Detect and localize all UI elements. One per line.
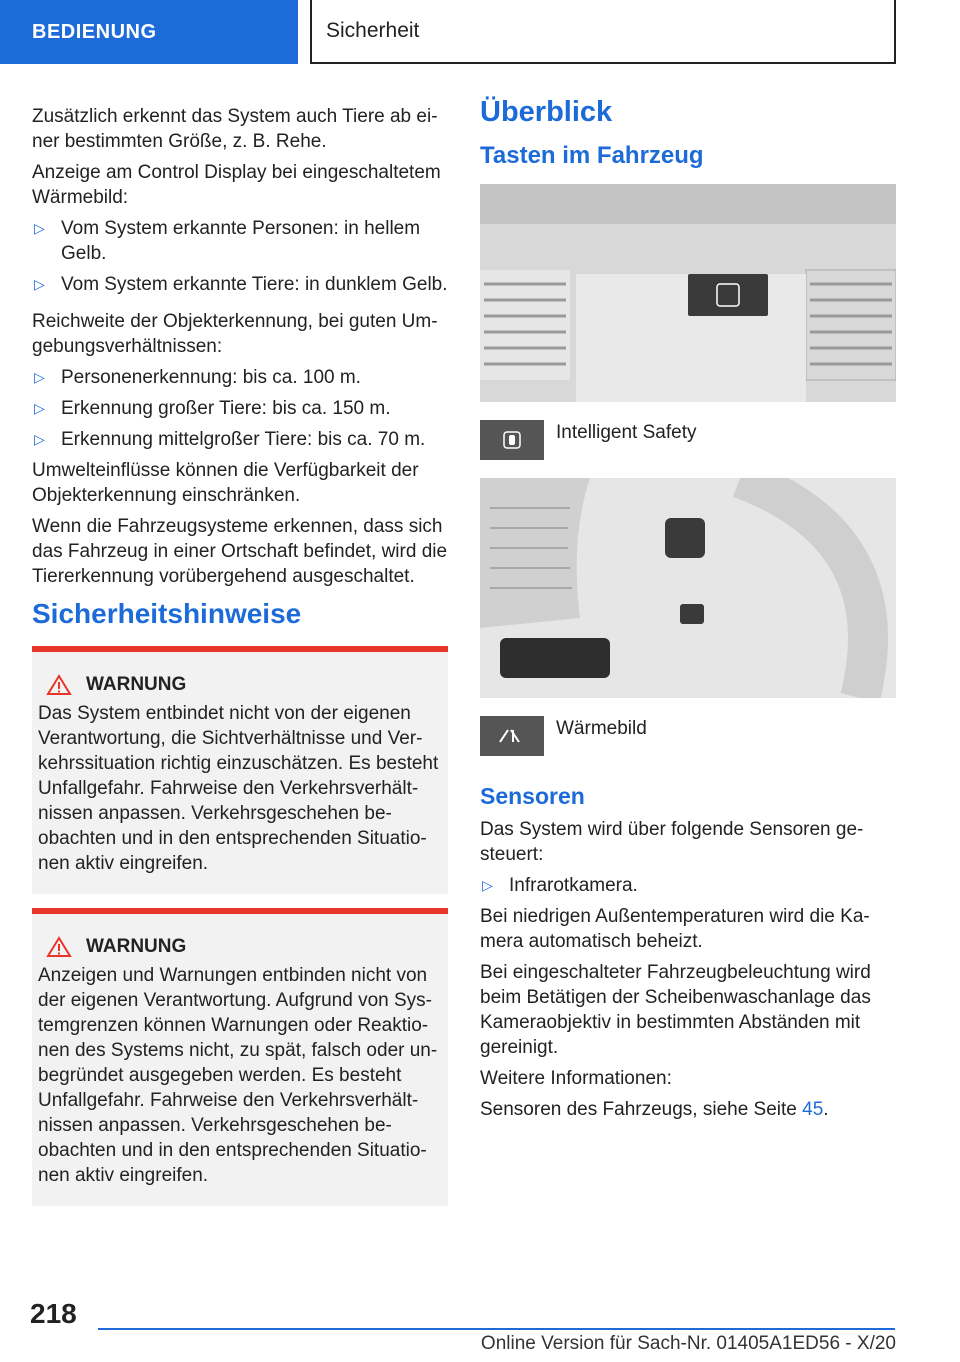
paragraph: Weitere Informationen: (480, 1068, 672, 1089)
dashboard-illustration (480, 184, 896, 402)
warning-title (38, 934, 440, 959)
subheading: Tasten im Fahrzeug (480, 142, 704, 169)
warning-text: Anzeigen und Warnungen entbinden nicht von der eigenen Verantwortung. Aufgrund von Sys-temgrenzen können Warnungen oder Reaktio-nen des Systems nicht, zu spät, falsch oder un-begründet ausgegeben werden. Es besteht Unfallgefahr. Fahrweise den Verkehrsverhält-nissen anpassen. Verkehrsgeschehen be-obachten und in den entsprechenden Situatio-nen aktiv eingreifen. (38, 965, 438, 1186)
triangle-bullet-icon: ▷ (34, 400, 45, 416)
left-column (32, 104, 448, 1206)
bullet-list (32, 365, 448, 452)
list-item (32, 365, 448, 390)
list-item (32, 272, 448, 297)
steering-area-photo (480, 478, 896, 698)
paragraph: Reichweite der Objekterkennung, bei guten Um-gebungsverhältnissen: (32, 311, 438, 357)
warning-text: Das System entbindet nicht von der eigenen Verantwortung, die Sichtverhältnisse und Ver-kehrssituation richtig einzuschätzen. Es besteht Unfallgefahr. Fahrweise den Verkehrsverhält-nissen anpassen. Verkehrsgeschehen be-obachten und in den entsprechenden Situatio-nen aktiv eingreifen. (38, 703, 439, 874)
warning-box (32, 646, 448, 894)
list-item (480, 873, 896, 898)
thermal-image-button-icon (480, 716, 544, 756)
warning-triangle-icon (46, 936, 72, 958)
dashboard-photo (480, 184, 896, 402)
warning-label: WARNUNG (86, 674, 187, 695)
paragraph: Wenn die Fahrzeugsysteme erkennen, dass sich das Fahrzeug in einer Ortschaft befindet, wird die Tiererkennung vorübergehend ausgeschaltet. (32, 516, 448, 587)
key-label: Wärmebild (556, 718, 647, 739)
triangle-bullet-icon: ▷ (482, 877, 493, 893)
footer-divider (98, 1328, 895, 1330)
reference-end: . (823, 1099, 829, 1120)
reference-text: Sensoren des Fahrzeugs, siehe Seite (480, 1099, 803, 1120)
bullet-list (480, 873, 896, 898)
list-item-text: Personenerkennung: bis ca. 100 m. (61, 367, 361, 388)
triangle-bullet-icon: ▷ (34, 220, 45, 236)
section-heading: Sensoren (480, 783, 585, 809)
triangle-bullet-icon: ▷ (34, 276, 45, 292)
paragraph: Zusätzlich erkennt das System auch Tiere ab ei-ner bestimmten Größe, z. B. Rehe. (32, 106, 438, 152)
warning-box (32, 908, 448, 1206)
list-item-text: Infrarotkamera. (509, 875, 638, 896)
right-column (480, 96, 896, 1128)
list-item-text: Erkennung großer Tiere: bis ca. 150 m. (61, 398, 391, 419)
list-item-text: Erkennung mittelgroßer Tiere: bis ca. 70 m. (61, 429, 426, 450)
chapter-tab: BEDIENUNG (0, 0, 298, 64)
page-heading: Überblick (480, 96, 613, 128)
key-label: Intelligent Safety (556, 422, 697, 443)
triangle-bullet-icon: ▷ (34, 369, 45, 385)
paragraph: Bei niedrigen Außentemperaturen wird die Ka-mera automatisch beheizt. (480, 906, 870, 952)
paragraph: Anzeige am Control Display bei eingeschaltetem Wärmebild: (32, 162, 441, 208)
triangle-bullet-icon: ▷ (34, 431, 45, 447)
section-title: Sicherheit (310, 0, 896, 64)
warning-label: WARNUNG (86, 936, 187, 957)
key-legend-row (480, 716, 896, 756)
intelligent-safety-button-icon (480, 420, 544, 460)
list-item-text: Vom System erkannte Personen: in hellem Gelb. (61, 218, 421, 264)
list-item (32, 427, 448, 452)
key-legend-row (480, 420, 896, 460)
page-link[interactable]: 45 (802, 1099, 824, 1120)
list-item (32, 216, 448, 266)
list-item (32, 396, 448, 421)
paragraph: Umwelteinflüsse können die Verfügbarkeit der Objekterkennung einschränken. (32, 460, 419, 506)
list-item-text: Vom System erkannte Tiere: in dunklem Gelb. (61, 274, 448, 295)
steering-illustration (480, 478, 896, 698)
warning-title (38, 672, 440, 697)
bullet-list (32, 216, 448, 297)
cross-reference (480, 1097, 896, 1122)
page-number: 218 (30, 1298, 77, 1329)
section-heading: Sicherheitshinweise (32, 598, 302, 629)
footer-text: Online Version für Sach-Nr. 01405A1ED56 - X/20 (480, 1333, 896, 1354)
paragraph: Das System wird über folgende Sensoren ge-steuert: (480, 819, 864, 865)
paragraph: Bei eingeschalteter Fahrzeugbeleuchtung wird beim Betätigen der Scheibenwaschanlage das Kameraobjektiv in bestimmten Abständen mit gereinigt. (480, 962, 871, 1058)
warning-triangle-icon (46, 674, 72, 696)
